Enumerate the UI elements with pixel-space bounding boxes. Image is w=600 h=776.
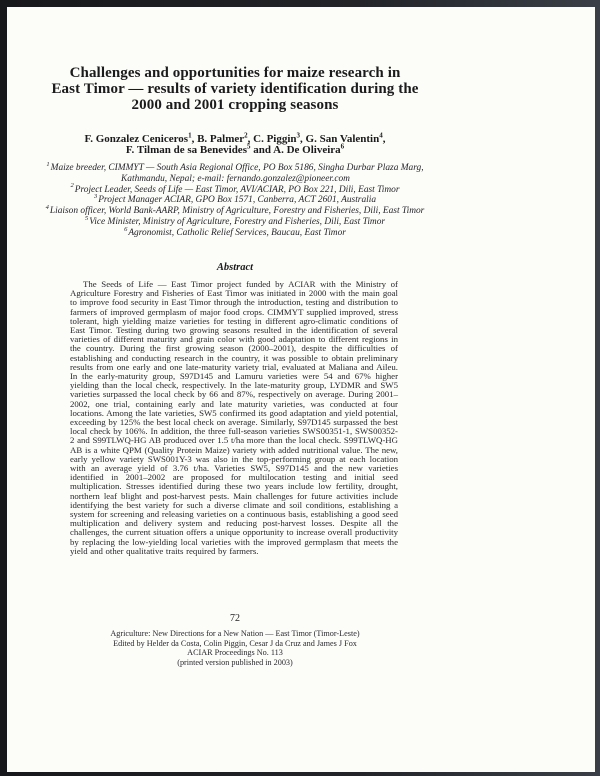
affiliation-number: 5	[84, 214, 89, 222]
author-byline	[25, 131, 445, 157]
author-affiliation-ref: 6	[340, 142, 345, 151]
affiliation-line	[7, 206, 463, 217]
author	[126, 144, 273, 156]
affiliation-line	[7, 174, 463, 185]
author-affiliation-ref: 5	[246, 142, 251, 151]
author-separator: and	[250, 144, 274, 157]
author-name: C. Piggin	[253, 133, 297, 145]
paper-title-line: Challenges and opportunities for maize research in	[69, 65, 401, 81]
author-affiliation-ref: 4	[379, 131, 383, 140]
author-name: G. San Valentin	[305, 133, 380, 145]
affiliation-number: 3	[93, 193, 98, 201]
author-separator: ,	[247, 133, 254, 145]
affiliation-number: 2	[70, 182, 74, 190]
author-affiliation-ref: 2	[244, 131, 248, 140]
affiliation-text: Maize breeder, CIMMYT — South Asia Regional Office, PO Box 5186, Singha Durbar Plaza Marg,	[50, 163, 424, 173]
author-name: A. De Oliveira	[273, 144, 341, 157]
author-separator: ,	[382, 133, 386, 145]
affiliation-number: 1	[46, 160, 50, 168]
abstract-text: The Seeds of Life — East Timor project funded by ACIAR with the Ministry of Agriculture Forestry and Fisheries of East Timor was initiated in 2000 with the main goal to improve food security in East Timor through the introduction, testing and distribution to farmers of improved germplasm of major food crops. CIMMYT supplied improved, stress tolerant, high yielding maize varieties for testing in different agro-climatic conditions of East Timor. Testing during two growing seasons resulted in the identification of several varieties of different maturity and grain color with good adaptation to different regions in the country. During the first growing season (2000–2001), despite the difficulties of establishing and conducting research in the country, it was possible to obtain preliminary results from one early and one late-maturity variety trial, evaluated at Maliana and Aileu. In the early-maturity group, S97D145 and Lamuru varieties were 54 and 67% higher yielding than the local check, respectively. In the late-maturity group, LYDMR and SW5 varieties surpassed the local check by 66 and 87%, respectively on average. During 2001–2002, one trial, containing early and late maturity varieties, was conducted at four locations. Among the late varieties, SW5 confirmed its good adaptation and yield potential, exceeding by 125% the best local check on average. Similarly, S97D145 surpassed the best local check by 106%. In addition, the three full-season varieties SWS00351-1, SWS00352-2 and S99TLWQ-HG AB produced over 1.5 t/ha more than the local check. S99TLWQ-HG AB is a white QPM (Quality Protein Maize) variety with added nutritional value. The new, early yellow variety SWS001Y-3 was also in the top-performing group at each location with an average yield of 3.76 t/ha. Varieties SW5, S97D145 and the new varieties identified in 2001–2002 are proposed for multilocation testing and initial seed multiplication. Stresses identified during these two years include low fertility, drought, northern leaf blight and post-harvest pests. Main challenges for future activities include identifying the best variety for such a diverse climate and soil conditions, establishing a system for screening and releasing varieties on a continuous basis, establishing a good seed multiplication and delivery system and reducing post-harvest losses. Despite all the challenges, the current situation offers a unique opportunity to increase overall productivity by replacing the low-yielding local varieties with the improved germplasm that meets the yield and other qualitative traits required by farmers.	[70, 279, 398, 556]
page-number: 72	[230, 613, 240, 624]
affiliation-text: Liaison officer, World Bank-AARP, Ministry of Agriculture, Forestry and Fisheries, Dili, East Timor	[49, 206, 425, 217]
affiliation-line	[7, 182, 463, 196]
affiliation-text: Vice Minister, Ministry of Agriculture, Forestry and Fisheries, Dili, East Timor	[89, 216, 386, 227]
imprint-line: Edited by Helder da Costa, Colin Piggin, Cesar J da Cruz and James J Fox	[113, 638, 357, 648]
imprint-line: ACIAR Proceedings No. 113	[187, 648, 283, 658]
affiliation-line	[7, 195, 463, 206]
affiliation-text: Kathmandu, Nepal; e-mail: fernando.gonzalez@pioneer.com	[121, 173, 350, 184]
affiliation-text: Project Manager ACIAR, GPO Box 1571, Canberra, ACT 2601, Australia	[98, 195, 377, 206]
paper-title-line: 2000 and 2001 cropping seasons	[131, 96, 339, 113]
author-name: B. Palmer	[197, 133, 245, 145]
author-affiliation-ref: 3	[296, 131, 301, 140]
affiliation-number: 6	[124, 225, 128, 233]
paper-page	[7, 7, 595, 772]
imprint-line: (printed version published in 2003)	[177, 658, 293, 668]
author-affiliation-ref: 1	[188, 131, 192, 140]
affiliation-line	[7, 225, 463, 239]
abstract-heading: Abstract	[216, 262, 254, 273]
author-name: F. Gonzalez Ceniceros	[84, 133, 189, 145]
author-separator: ,	[191, 133, 198, 145]
author	[273, 144, 344, 156]
author-separator: ,	[300, 133, 306, 145]
affiliation-line	[7, 160, 463, 174]
affiliation-text: Project Leader, Seeds of Life — East Timor, AVI/ACIAR, PO Box 221, Dili, East Timor	[74, 184, 400, 195]
author-name: F. Tilman de sa Benevides	[125, 144, 247, 157]
affiliation-line	[7, 214, 463, 228]
affiliation-list	[7, 160, 463, 239]
paper-title	[25, 66, 445, 113]
paper-title-line: East Timor — results of variety identification during the	[51, 80, 419, 97]
author-byline-row	[25, 142, 445, 157]
imprint-line: Agriculture: New Directions for a New Nation — East Timor (Timor-Leste)	[110, 629, 360, 638]
affiliation-number: 4	[45, 204, 49, 212]
affiliation-text: Agronomist, Catholic Relief Services, Baucau, East Timor	[128, 227, 346, 238]
imprint-footer	[25, 629, 445, 668]
